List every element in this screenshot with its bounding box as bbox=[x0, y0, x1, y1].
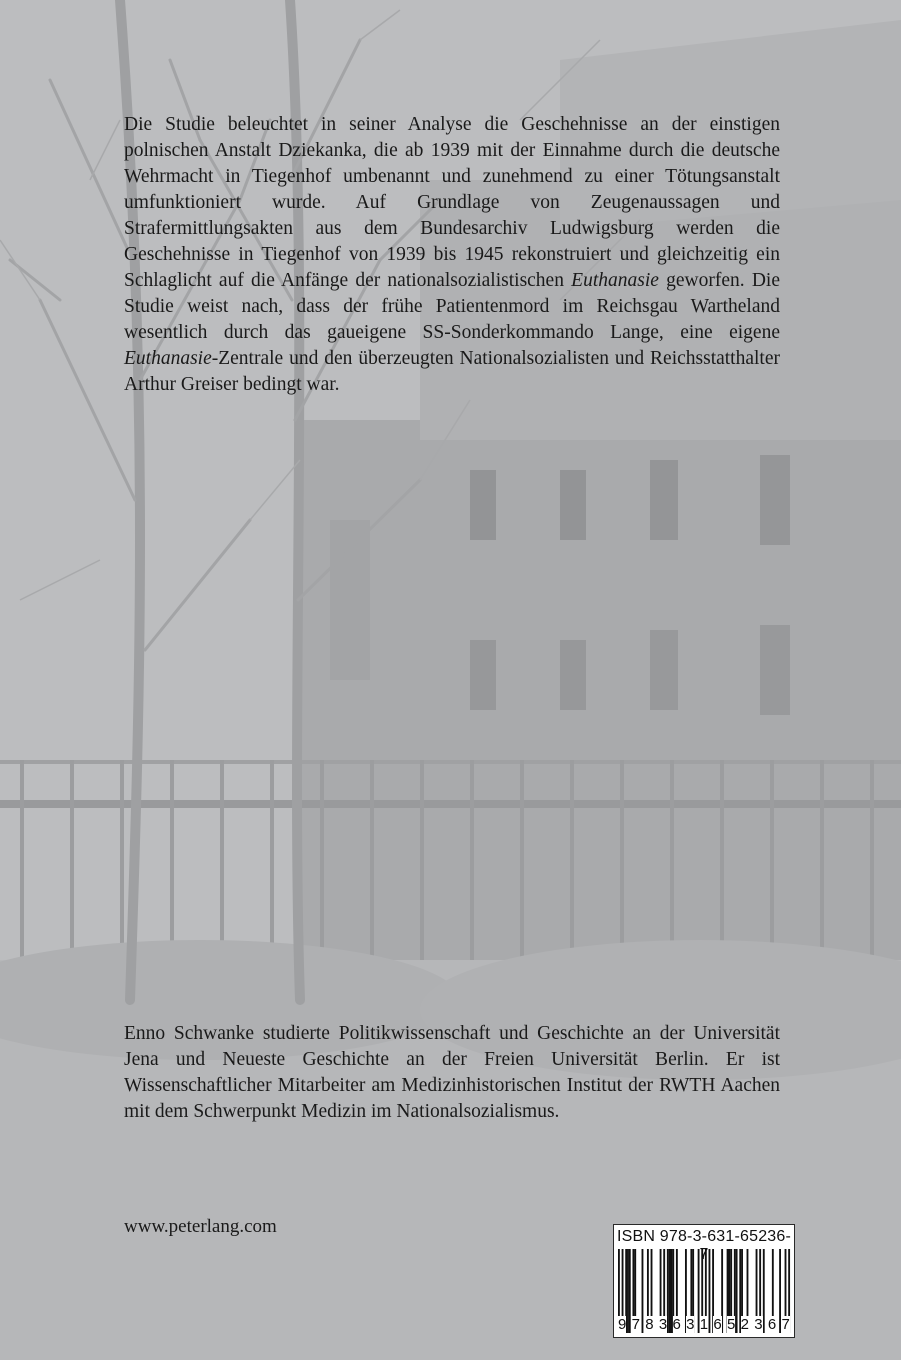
isbn-barcode bbox=[613, 1224, 795, 1338]
ean-digit: 3 bbox=[754, 1316, 763, 1333]
blurb-paragraph bbox=[124, 112, 780, 398]
ean-digit: 2 bbox=[740, 1316, 749, 1333]
author-bio: Enno Schwanke studierte Politikwissenschaft und Geschichte an der Universität Jena und Neueste Geschichte an der Freien Universität Berlin. Er ist Wissenschaftlicher Mitarbeiter am Medizinhistorischen Institut der RWTH Aachen mit dem Schwerpunkt Medizin im Nationalsozialismus. bbox=[124, 1023, 780, 1122]
publisher-website: www.peterlang.com bbox=[124, 1216, 277, 1237]
ean-digit: 7 bbox=[781, 1316, 790, 1333]
blurb-italic-term: Euthanasie bbox=[124, 348, 212, 369]
ean-digit: 5 bbox=[727, 1316, 736, 1333]
blurb-segment: geworfen. Die Studie weist nach, dass der frühe Patientenmord im Reichsgau Wartheland wesentlich durch das gaueigene SS-Sonderkommando Lange, eine eigene bbox=[124, 270, 780, 343]
ean-digit: 7 bbox=[631, 1316, 640, 1333]
blurb-segment: Die Studie beleuchtet in seiner Analyse die Geschehnisse an der einstigen polnischen Anstalt Dziekanka, die ab 1939 mit der Einnahme durch die deutsche Wehrmacht in Tiegenhof umbenannt und zunehmend zu einer Tötungsanstalt umfunktioniert wurde. Auf Grundlage von Zeugenaussagen und Strafermittlungsakten aus dem Bundesarchiv Ludwigsburg werden die Geschehnisse in Tiegenhof von 1939 bis 1945 rekonstruiert und gleichzeitig ein Schlaglicht auf die Anfänge der nationalsozialistischen bbox=[124, 114, 780, 291]
ean-digit: 6 bbox=[713, 1316, 722, 1333]
ean-digit: 3 bbox=[686, 1316, 695, 1333]
ean-digit: 1 bbox=[699, 1316, 709, 1333]
ean-digit: 6 bbox=[767, 1316, 777, 1333]
ean-digit: 9 bbox=[618, 1316, 627, 1333]
ean-digits bbox=[614, 1316, 794, 1333]
ean-digit: 3 bbox=[658, 1316, 668, 1333]
blurb-segment: -Zentrale und den überzeugten Nationalsozialisten und Reichsstatthalter Arthur Greiser bedingt war. bbox=[124, 348, 780, 395]
ean-digit: 8 bbox=[645, 1316, 654, 1333]
ean-digit: 6 bbox=[672, 1316, 681, 1333]
blurb-italic-term: Euthanasie bbox=[571, 270, 659, 291]
isbn-label: ISBN 978-3-631-65236-7 bbox=[616, 1228, 792, 1263]
